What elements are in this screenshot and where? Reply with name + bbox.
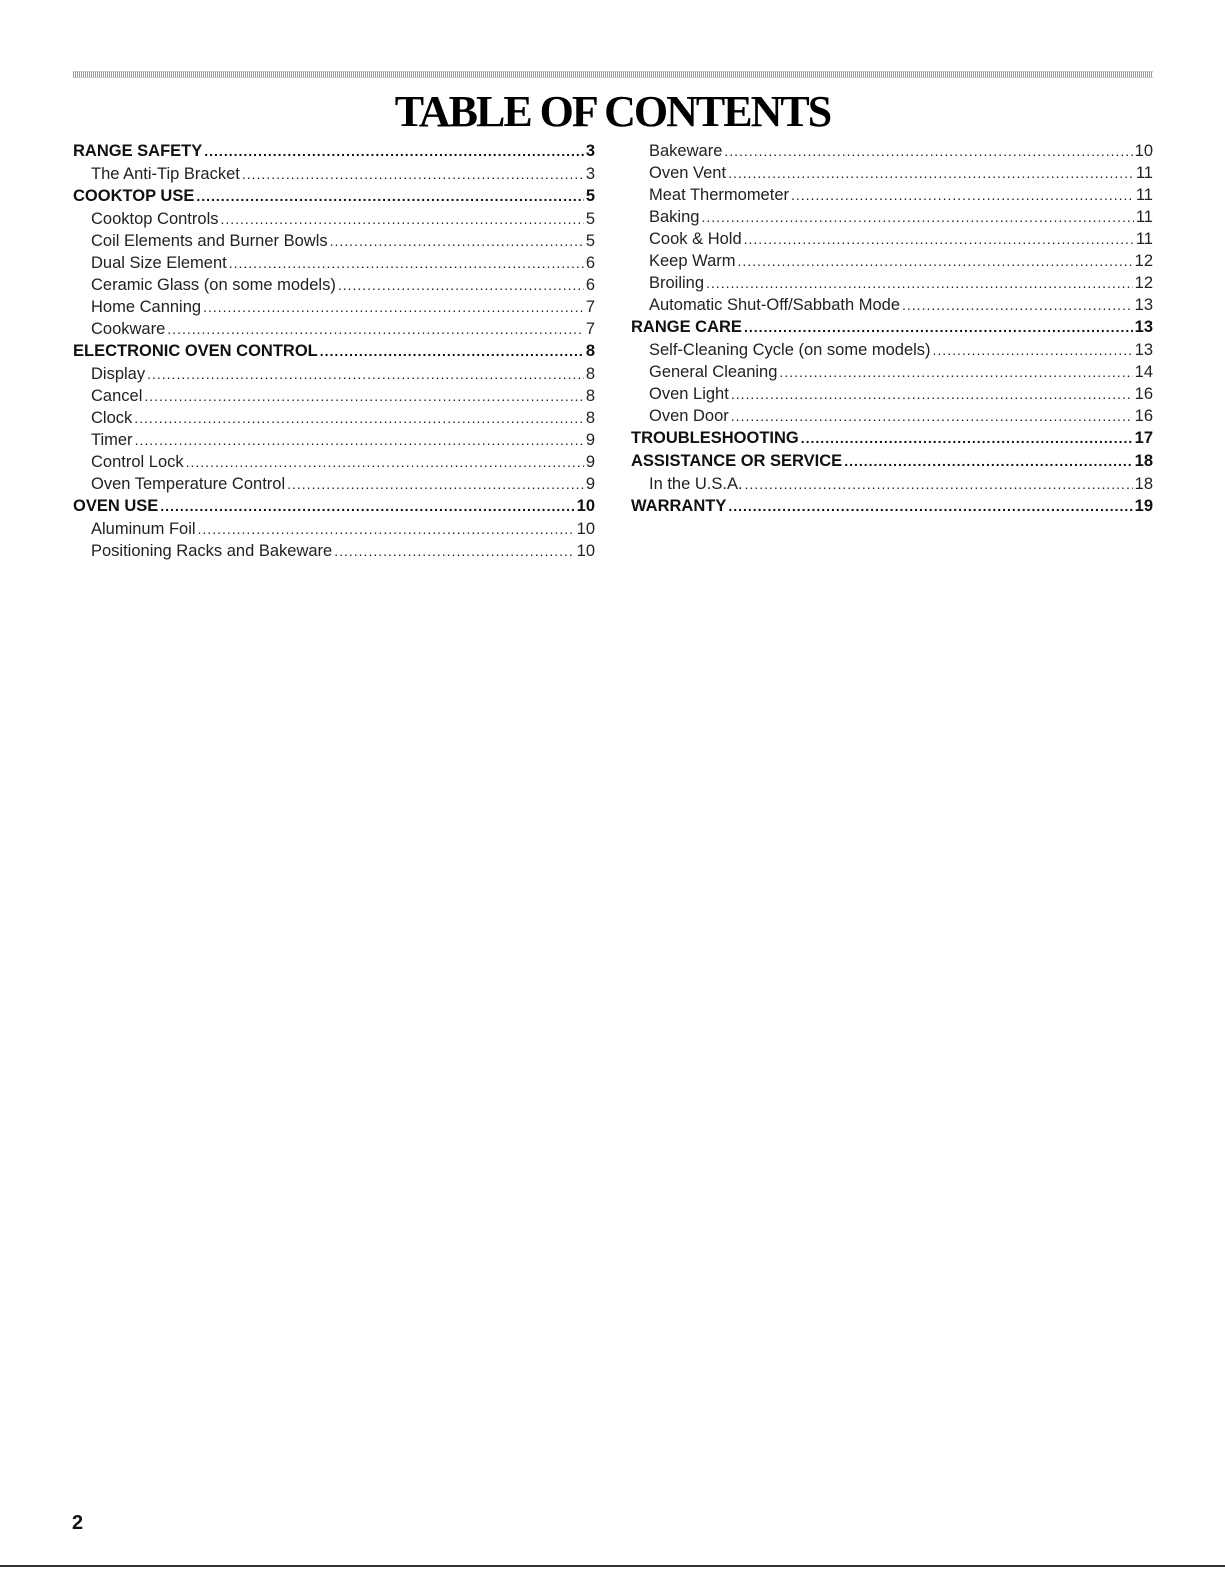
dot-leader <box>203 296 584 318</box>
toc-entry-page: 11 <box>1135 164 1153 182</box>
toc-entry-page: 10 <box>1134 142 1153 160</box>
toc-section-entry[interactable] <box>73 185 595 208</box>
toc-entry-page: 12 <box>1134 274 1153 292</box>
toc-subsection-entry[interactable] <box>73 385 595 407</box>
toc-subsection-entry[interactable] <box>73 518 595 540</box>
dot-leader <box>724 140 1132 162</box>
toc-entry-label: Cancel <box>91 387 143 405</box>
toc-right-column <box>631 140 1153 518</box>
toc-entry-page: 8 <box>585 342 595 360</box>
toc-entry-page: 5 <box>585 187 595 205</box>
toc-entry-label: ASSISTANCE OR SERVICE <box>631 452 843 470</box>
toc-entry-page: 6 <box>585 276 595 294</box>
dot-leader <box>701 206 1133 228</box>
toc-entry-page: 13 <box>1134 318 1153 336</box>
toc-subsection-entry[interactable] <box>73 163 595 185</box>
dot-leader <box>147 363 584 385</box>
toc-entry-page: 18 <box>1134 475 1153 493</box>
toc-entry-page: 8 <box>585 409 595 427</box>
toc-entry-page: 9 <box>585 475 595 493</box>
toc-subsection-entry[interactable] <box>73 451 595 473</box>
toc-entry-label: Bakeware <box>649 142 723 160</box>
dot-leader <box>744 228 1134 250</box>
toc-entry-page: 16 <box>1134 407 1153 425</box>
dot-leader <box>745 473 1133 495</box>
toc-entry-page: 14 <box>1134 363 1153 381</box>
toc-entry-label: Control Lock <box>91 453 184 471</box>
toc-entry-label: Home Canning <box>91 298 202 316</box>
toc-subsection-entry[interactable] <box>73 230 595 252</box>
toc-subsection-entry[interactable] <box>631 162 1153 184</box>
toc-entry-label: In the U.S.A. <box>649 475 743 493</box>
toc-entry-label: RANGE CARE <box>631 318 742 336</box>
toc-section-entry[interactable] <box>73 495 595 518</box>
toc-subsection-entry[interactable] <box>631 140 1153 162</box>
toc-entry-page: 10 <box>576 497 595 515</box>
toc-entry-label: Keep Warm <box>649 252 736 270</box>
toc-entry-page: 9 <box>585 453 595 471</box>
toc-subsection-entry[interactable] <box>631 405 1153 427</box>
bottom-rule <box>0 1565 1225 1567</box>
dot-leader <box>902 294 1133 316</box>
toc-entry-page: 9 <box>585 431 595 449</box>
toc-entry-page: 17 <box>1134 429 1153 447</box>
toc-entry-label: Broiling <box>649 274 705 292</box>
toc-entry-label: RANGE SAFETY <box>73 142 203 160</box>
dot-leader <box>334 540 574 562</box>
dot-leader <box>706 272 1133 294</box>
toc-subsection-entry[interactable] <box>73 429 595 451</box>
toc-subsection-entry[interactable] <box>73 363 595 385</box>
toc-subsection-entry[interactable] <box>73 407 595 429</box>
toc-section-entry[interactable] <box>73 340 595 363</box>
toc-section-entry[interactable] <box>631 495 1153 518</box>
toc-section-entry[interactable] <box>73 140 595 163</box>
dot-leader <box>198 518 575 540</box>
toc-entry-page: 18 <box>1134 452 1153 470</box>
dot-leader <box>160 495 574 518</box>
toc-entry-page: 11 <box>1135 208 1153 226</box>
toc-subsection-entry[interactable] <box>73 208 595 230</box>
toc-entry-label: Timer <box>91 431 133 449</box>
page-title: TABLE OF CONTENTS <box>394 87 831 136</box>
toc-subsection-entry[interactable] <box>73 540 595 562</box>
toc-entry-page: 12 <box>1134 252 1153 270</box>
toc-entry-label: Positioning Racks and Bakeware <box>91 542 333 560</box>
toc-entry-label: Cookware <box>91 320 166 338</box>
toc-entry-label: Cooktop Controls <box>91 210 219 228</box>
toc-entry-label: Cook & Hold <box>649 230 742 248</box>
toc-section-entry[interactable] <box>631 316 1153 339</box>
toc-section-entry[interactable] <box>631 450 1153 473</box>
toc-entry-page: 13 <box>1134 341 1153 359</box>
toc-entry-page: 8 <box>585 387 595 405</box>
dot-leader <box>220 208 583 230</box>
toc-entry-label: The Anti-Tip Bracket <box>91 165 240 183</box>
toc-subsection-entry[interactable] <box>631 361 1153 383</box>
toc-entry-page: 6 <box>585 254 595 272</box>
dot-leader <box>844 450 1132 473</box>
toc-section-entry[interactable] <box>631 427 1153 450</box>
toc-entry-page: 7 <box>585 320 595 338</box>
dot-leader <box>134 407 584 429</box>
toc-entry-page: 10 <box>576 542 595 560</box>
toc-entry-label: Aluminum Foil <box>91 520 196 538</box>
toc-entry-page: 10 <box>576 520 595 538</box>
toc-entry-label: WARRANTY <box>631 497 727 515</box>
toc-entry-label: Coil Elements and Burner Bowls <box>91 232 328 250</box>
toc-entry-page: 13 <box>1134 296 1153 314</box>
toc-subsection-entry[interactable] <box>73 296 595 318</box>
page-number: 2 <box>72 1512 84 1534</box>
toc-subsection-entry[interactable] <box>631 250 1153 272</box>
dot-leader <box>330 230 584 252</box>
toc-entry-label: ELECTRONIC OVEN CONTROL <box>73 342 318 360</box>
dot-leader <box>167 318 584 340</box>
toc-entry-label: Automatic Shut-Off/Sabbath Mode <box>649 296 901 314</box>
toc-entry-page: 19 <box>1134 497 1153 515</box>
toc-entry-label: Oven Vent <box>649 164 727 182</box>
dot-leader <box>287 473 584 495</box>
toc-entry-label: Meat Thermometer <box>649 186 789 204</box>
toc-entry-label: Oven Temperature Control <box>91 475 286 493</box>
toc-subsection-entry[interactable] <box>631 206 1153 228</box>
dot-leader <box>229 252 584 274</box>
dot-leader <box>204 140 584 163</box>
dot-leader <box>196 185 583 208</box>
dot-leader <box>135 429 584 451</box>
toc-left-column <box>73 140 595 562</box>
toc-entry-label: Dual Size Element <box>91 254 227 272</box>
toc-subsection-entry[interactable] <box>631 184 1153 206</box>
toc-entry-page: 8 <box>585 365 595 383</box>
toc-subsection-entry[interactable] <box>631 272 1153 294</box>
toc-entry-label: COOKTOP USE <box>73 187 195 205</box>
toc-subsection-entry[interactable] <box>73 318 595 340</box>
dot-leader <box>731 383 1133 405</box>
toc-subsection-entry[interactable] <box>73 274 595 296</box>
toc-entry-page: 11 <box>1135 186 1153 204</box>
toc-entry-label: Ceramic Glass (on some models) <box>91 276 336 294</box>
toc-entry-label: General Cleaning <box>649 363 778 381</box>
toc-entry-page: 16 <box>1134 385 1153 403</box>
dot-leader <box>933 339 1133 361</box>
dot-leader <box>320 340 584 363</box>
dot-leader <box>744 316 1133 339</box>
dot-leader <box>728 495 1132 518</box>
toc-subsection-entry[interactable] <box>631 228 1153 250</box>
toc-entry-label: Display <box>91 365 146 383</box>
toc-subsection-entry[interactable] <box>631 339 1153 361</box>
dot-leader <box>779 361 1132 383</box>
dot-leader <box>338 274 584 296</box>
toc-subsection-entry[interactable] <box>631 473 1153 495</box>
dot-leader <box>791 184 1134 206</box>
dot-leader <box>731 405 1133 427</box>
toc-entry-page: 3 <box>585 165 595 183</box>
toc-entry-label: TROUBLESHOOTING <box>631 429 799 447</box>
dot-leader <box>728 162 1134 184</box>
dot-leader <box>186 451 584 473</box>
toc-entry-label: Self-Cleaning Cycle (on some models) <box>649 341 931 359</box>
toc-entry-label: Baking <box>649 208 700 226</box>
toc-entry-page: 3 <box>585 142 595 160</box>
toc-entry-page: 11 <box>1135 230 1153 248</box>
dot-leader <box>242 163 584 185</box>
toc-subsection-entry[interactable] <box>73 473 595 495</box>
dot-leader <box>801 427 1133 450</box>
toc-entry-label: Clock <box>91 409 133 427</box>
toc-subsection-entry[interactable] <box>631 294 1153 316</box>
toc-subsection-entry[interactable] <box>73 252 595 274</box>
toc-subsection-entry[interactable] <box>631 383 1153 405</box>
toc-entry-page: 5 <box>585 232 595 250</box>
top-rule <box>73 71 1153 78</box>
toc-entry-label: Oven Door <box>649 407 729 425</box>
toc-entry-label: Oven Light <box>649 385 729 403</box>
toc-entry-page: 5 <box>585 210 595 228</box>
dot-leader <box>144 385 583 407</box>
toc-entry-label: OVEN USE <box>73 497 159 515</box>
dot-leader <box>738 250 1133 272</box>
toc-entry-page: 7 <box>585 298 595 316</box>
